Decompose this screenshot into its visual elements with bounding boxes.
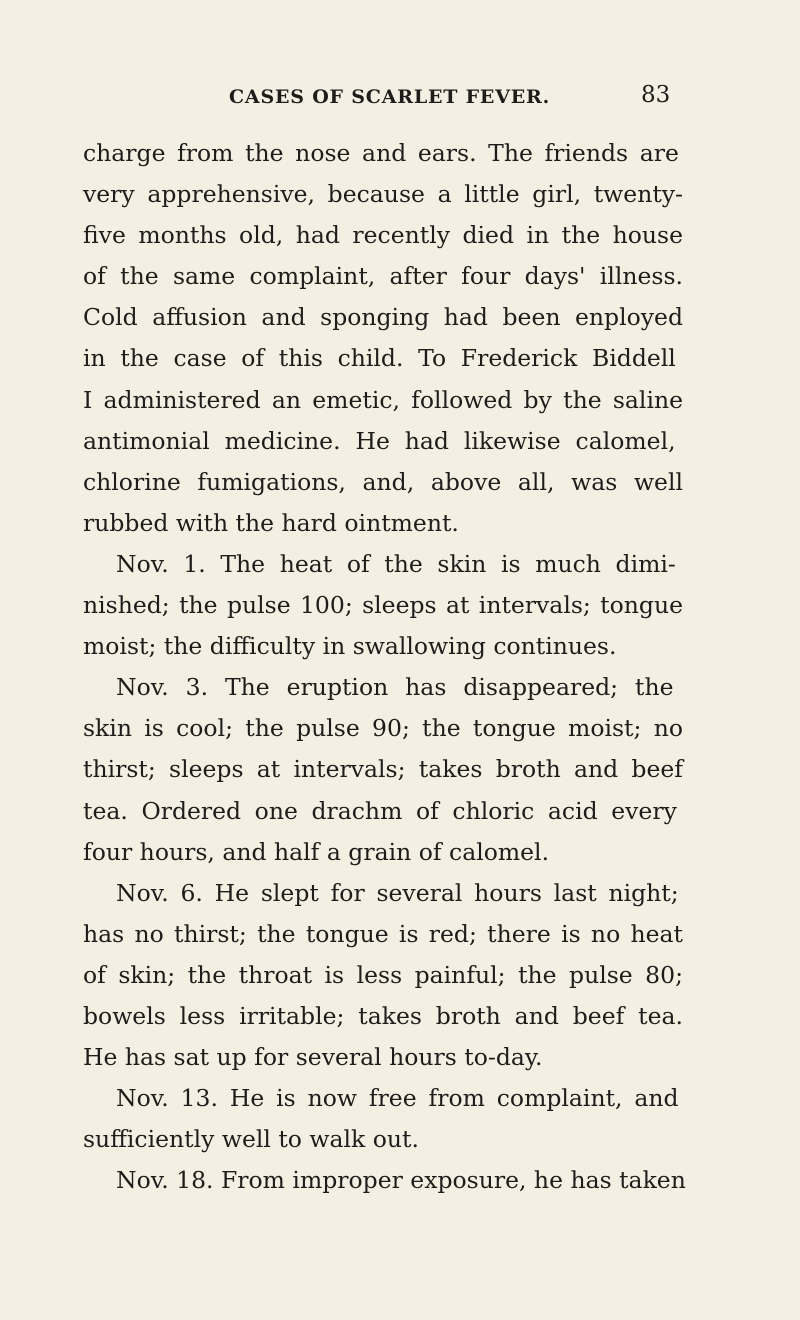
text-line: antimonial medicine. He had likewise calomel,	[83, 426, 676, 455]
text-line: Nov. 1. The heat of the skin is much dimi-	[116, 549, 676, 578]
text-line: of skin; the throat is less painful; the pulse 80;	[83, 960, 683, 989]
text-line: has no thirst; the tongue is red; there is no heat	[83, 919, 683, 948]
text-line: I administered an emetic, followed by the saline	[83, 385, 683, 414]
running-head	[0, 82, 800, 112]
text-line: chlorine fumigations, and, above all, was well	[83, 467, 683, 496]
text-line: He has sat up for several hours to-day.	[83, 1043, 543, 1072]
text-line: charge from the nose and ears. The friends are	[83, 139, 679, 167]
text-line: thirst; sleeps at intervals; takes broth and beef	[83, 755, 683, 784]
text-line: Nov. 6. He slept for several hours last night;	[116, 878, 679, 907]
text-line: of the same complaint, after four days' illness.	[83, 262, 683, 291]
text-line: moist; the difficulty in swallowing continues.	[83, 632, 617, 661]
running-title: CASES OF SCARLET FEVER.	[229, 86, 551, 108]
text-line: Nov. 3. The eruption has disappeared; the	[116, 673, 674, 702]
body-text	[83, 133, 686, 1201]
text-line: nished; the pulse 100; sleeps at intervals; tongue	[83, 591, 683, 620]
text-line: five months old, had recently died in the house	[83, 221, 683, 250]
text-line: tea. Ordered one drachm of chloric acid every	[83, 796, 677, 825]
text-line: four hours, and half a grain of calomel.	[83, 837, 550, 866]
text-line: Cold affusion and sponging had been enployed	[83, 303, 683, 332]
text-line: skin is cool; the pulse 90; the tongue moist; no	[83, 714, 683, 743]
text-line: rubbed with the hard ointment.	[83, 508, 459, 537]
text-line: in the case of this child. To Frederick Biddell	[83, 344, 676, 373]
page-number: 83	[641, 82, 671, 108]
text-line: sufficiently well to walk out.	[83, 1125, 419, 1154]
text-line: Nov. 13. He is now free from complaint, and	[116, 1084, 679, 1113]
text-line: bowels less irritable; takes broth and beef tea.	[83, 1001, 683, 1030]
text-line: very apprehensive, because a little girl, twenty-	[83, 180, 683, 209]
text-line: Nov. 18. From improper exposure, he has taken	[116, 1166, 686, 1195]
